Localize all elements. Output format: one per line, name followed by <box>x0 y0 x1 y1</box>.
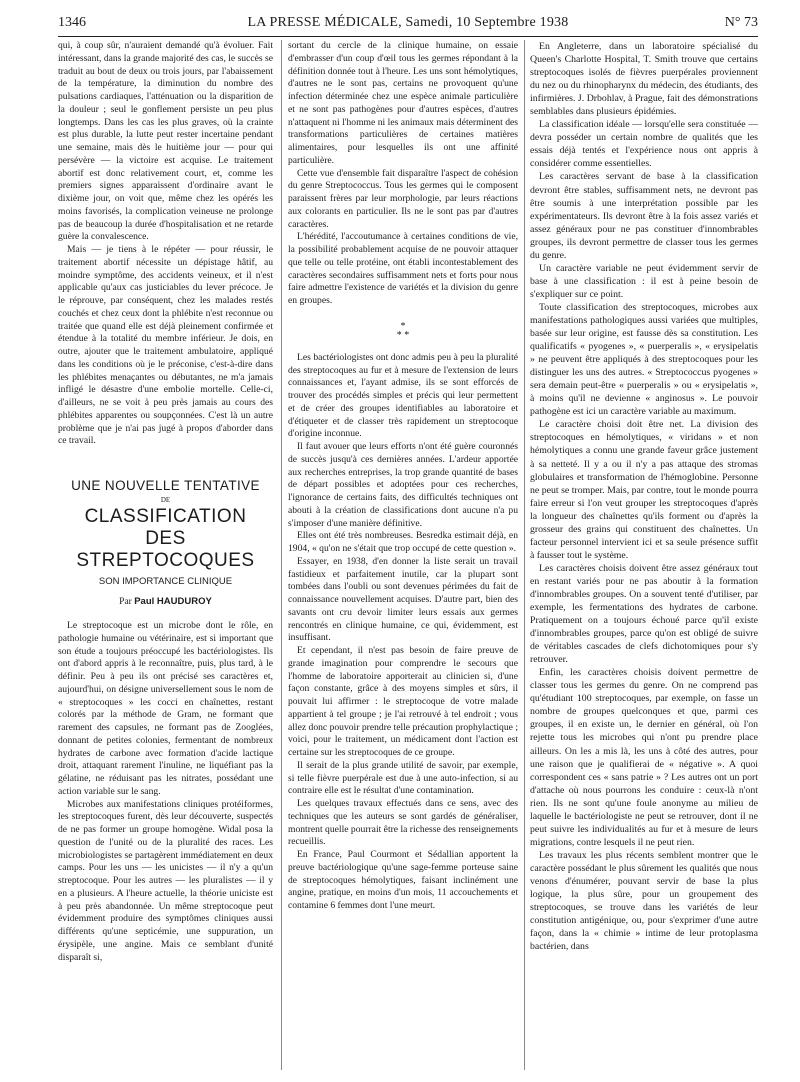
paragraph: Cette vue d'ensemble fait disparaître l'aspect de cohésion du genre Streptococcus. Tous les germes qui le composent paraissent frères par leur morphologie, par leurs réactions aux colorants en particulier. Ils ne le sont pas par d'autres caractères. <box>288 167 518 230</box>
article-title-line-1: CLASSIFICATION <box>84 506 247 527</box>
article-kicker: UNE NOUVELLE TENTATIVE <box>71 478 260 493</box>
paragraph: En Angleterre, dans un laboratoire spécialisé du Queen's Charlotte Hospital, T. Smith trouve que certains streptocoques isolés de fièvres puerpérales proviennent du nez ou du rhinopharynx du médecin, des étudiants, des infirmières. J. Drbohlav, à Prague, fait des démonstrations semblables dans plusieurs épidémies. <box>530 41 758 118</box>
paragraph: Les caractères choisis doivent être assez généraux tout en restant variés pour ne pas aboutir à la formation d'innombrables groupes. On a souvent tenté d'utiliser, par exemple, les fermentations des hydrates de carbone. Pratiquement on a toujours échoué parce qu'il existe d'innombrables groupes, parce qu'on est obligé de suivre de véritables cascades de clefs dichotomiques pour s'y retrouver. <box>530 562 758 666</box>
column-3 <box>530 40 758 953</box>
article-kicker-de: DE <box>160 496 171 504</box>
separator-stars-bottom: * * <box>396 329 410 341</box>
paragraph: qui, à coup sûr, n'auraient demandé qu'à évoluer. Fait intéressant, dans la grande majorité des cas, le succès se traduit au bout de deux ou trois jours, par l'abaissement de la température, la diminution du nombre des pulsations cardiaques, l'atténuation ou la disparition de la douleur ; seul le gonflement persiste un peu plus longtemps. Dans les cas les plus graves, où la crainte est plus durable, la lutte peut rester incertaine pendant une semaine, mais dès le huitième jour — pour qui persévère — la victoire est acquise. Le traitement abortif est donc relativement court, et, comme les premiers signes apparaissent d'ordinaire avant le dixième jour, on voit que, même chez les opérés les moins favorisés, la complication veineuse ne prolonge pas de beaucoup la durée d'hospitalisation et ne retarde guère la convalescence. <box>58 40 273 243</box>
paragraph: Enfin, les caractères choisis doivent permettre de classer tous les germes du genre. On ne comprend pas qu'étudiant 100 streptocoques, par exemple, on fasse un nombre de groupes quelconques et que, parmi ces groupes, il en existe un, le dernier en général, où l'on rejette tous les microbes qui n'ont pu prendre place ailleurs. On les a mis là, les uns à côté des autres, pour une raison que je qualifierai de « négative ». A quoi correspondent ces « sans patrie » ? Les autres ont un port d'attache où nous pourrons les conduire : ceux-là n'ont rien. Ils ne sont qu'une foule anonyme au milieu de laquelle le bactériologiste ne peut se retrouver, dont il ne peut suivre les individualités au fur et à mesure de leurs migrations, contre lesquels il ne peut rien. <box>530 667 758 848</box>
column-divider <box>281 40 282 1070</box>
article-subtitle: SON IMPORTANCE CLINIQUE <box>98 576 233 587</box>
paragraph: Il faut avouer que leurs efforts n'ont été guère couronnés de succès jusqu'à ces dernières années. L'ardeur apportée aux recherches entreprises, la trop grande quantité de bases de départ possibles et adoptées pour ces recherches, l'ignorance de certains faits, des difficultés techniques ont abouti à la création de classifications dont aucune n'a pu s'imposer d'une manière définitive. <box>288 441 518 529</box>
issue-number: N° 73 <box>724 15 758 30</box>
page-number: 1346 <box>58 15 86 30</box>
paragraph: Il serait de la plus grande utilité de savoir, par exemple, si telle fièvre puerpérale est due à une auto-infection, si au contraire elle est le résultat d'une contamination. <box>288 759 518 797</box>
paragraph: Microbes aux manifestations cliniques protéiformes, les streptocoques furent, dès leur découverte, suspectés de ne pas former un groupe homogène. Widal posa la question de l'unité ou de la pluralité des races. Les microbiologistes se partagèrent immédiatement en deux camps. Pour les uns — les unicistes — il n'y a qu'un streptocoque. Pour les autres — les pluralistes — il y en a plusieurs. A l'heure actuelle, la théorie uniciste est à peu près abandonnée. Un même streptocoque peut évidemment produire des symptômes cliniques aussi différents qu'une septicémie, une suppuration, un érysipèle, une angine. Mais ce semblant d'unité disparaît si, <box>58 798 273 963</box>
author-name: Paul HAUDUROY <box>134 596 212 607</box>
paragraph: Toute classification des streptocoques, microbes aux manifestations pathologiques aussi variées que multiples, basée sur leur origine, est fausse dès sa constitution. Les qualificatifs « pyogenes », « puerperalis », « erysipelatis » ne peuvent être appliqués à des streptocoques pour les distinguer les uns des autres. « Streptococcus pyogenes » sera demain peut-être « puerperalis » ou « erysipelatis », à moins qu'il ne devienne « anginosus ». Le pouvoir pathogène est ici un caractère variable au maximum. <box>530 301 758 418</box>
article-title-line-2: DES STREPTOCOQUES <box>76 528 255 571</box>
paragraph: Les travaux les plus récents semblent montrer que le caractère possédant le plus sûrement les qualités que nous venons d'énumérer, pouvant servir de base la plus logique, la plus sûre, pour un groupement des streptocoques, se trouve dans les variétés de leur constitution antigénique, ou, pour s'exprimer d'une autre façon, dans la « chimie » intime de leur protoplasma bactérien, dans <box>530 849 758 953</box>
paragraph: En France, Paul Courmont et Sédallian apportent la preuve bactériologique qu'une sage-femme porteuse saine de streptocoques hémolytiques, faisant inclinément une angine, pratique, en moins d'un mois, 11 accouchements et contamine 6 femmes dont l'une meurt. <box>288 849 518 911</box>
column-1 <box>58 40 273 964</box>
byline-prefix: Par <box>119 597 132 607</box>
paragraph: Les bactériologistes ont donc admis peu à peu la pluralité des streptocoques au fur et à mesure de l'extension de leurs connaissances et, l'ayant admise, ils se sont efforcés de trouver des procédés simples et précis qui leur permettent et de créer des groupes identifiables au laboratoire et d'étiqueter et de classer très rapidement un streptocoque d'origine inconnue. <box>288 351 518 440</box>
paragraph: Elles ont été très nombreuses. Besredka estimait déjà, en 1904, « qu'on ne s'était que trop occupé de cette question ». <box>288 530 518 554</box>
paragraph: Le streptocoque est un microbe dont le rôle, en pathologie humaine ou vétérinaire, est si important que son étude a toujours préoccupé les bactériologistes. Ils ont d'abord appris à le reconnaître, puis, plus tard, à le définir. Peu à peu ils ont précisé ses caractères et, aujourd'hui, on désigne universellement sous le nom de « streptocoques » les cocci en chaînettes, restant colorés par la méthode de Gram, ne formant que rarement des capsules, ne formant pas de Zooglées, donnant de petites colonies, fermentant de nombreux hydrates de carbone avec formation d'acide lactique droit, attaquant rarement l'inuline, ne liquéfiant pas la gélatine, ne réduisant pas les nitrates, possédant une action variable sur le sang. <box>58 620 273 797</box>
paragraph: Et cependant, il n'est pas besoin de faire preuve de grande imagination pour comprendre le secours que l'homme de laboratoire apporterait au clinicien si, d'une façon constante, grâce à des moyens simples et sûrs, il pouvait lui affirmer : le streptocoque de votre malade appartient à tel groupe ; je l'ai retrouvé à tel endroit ; vous allez donc pouvoir prendre telle précaution prophylactique ; voici, pour le traitement, un médicament dont l'action est certaine sur les streptocoques de ce groupe. <box>288 645 518 758</box>
section-separator <box>288 322 518 340</box>
paragraph: L'hérédité, l'accoutumance à certaines conditions de vie, la possibilité probablement acquise de ne pouvoir attaquer que telle ou telle protéine, ont établi incontestablement des caractères secondaires suffisamment nets et forts pour nous faire admettre l'existence de variétés et la division du genre en groupes. <box>288 231 518 306</box>
paragraph: sortant du cercle de la clinique humaine, on essaie d'embrasser d'un coup d'œil tous les germes répondant à la définition donnée tout à l'heure. Les uns sont hémolytiques, d'autres ne le sont pas, certains ne provoquent qu'une infection déterminée chez une espèce animale particulière et ne sont pas pathogènes pour d'autres espèces, d'autres n'attaquent ni l'homme ni les animaux mais déterminent des transformations particulières de certaines matières alimentaires, pour lesquelles ils ont une affinité particulière. <box>288 40 518 166</box>
paragraph: Le caractère choisi doit être net. La division des streptocoques en hémolytiques, « viridans » et non hémolytiques a connu une grande faveur grâce justement à sa netteté. Il y a ou il n'y a pas attaque des stromas globulaires et transformation de l'hémoglobine. Personne ne peut se tromper. Mais, par contre, tout le monde pourra faire erreur si l'on veut grouper les streptocoques d'après la longueur des chaînettes qu'ils forment ou d'après la grosseur des grains qui constituent des chaînettes. Un facteur personnel intervient ici et sa seule présence suffit à fausser tout le système. <box>530 419 758 561</box>
paragraph: Les quelques travaux effectués dans ce sens, avec des techniques que les auteurs se sont gardés de généraliser, montrent quelle pourrait être la richesse des renseignements recueillis. <box>288 798 518 848</box>
paragraph: Un caractère variable ne peut évidemment servir de base à une classification : il est à peine besoin de s'expliquer sur ce point. <box>530 262 758 300</box>
paragraph: Mais — je tiens à le répéter — pour réussir, le traitement abortif nécessite un dépistage hâtif, au moindre symptôme, des accidents veineux, et il n'est applicable qu'aux cas justiciables du lever précoce. Je le réprouve, par conséquent, chez les malades restés couchés et chez ceux dont la phlébite n'est reconnue ou traitée que quand elle est déjà pleinement confirmée et étendue à la totalité du membre inférieur. Je dois, en outre, ajouter que le traitement ambulatoire, appliqué dans les conditions où je le préconise, c'est-à-dire dans les phlébites menaçantes ou débutantes, ne m'a jamais infligé le désastre d'une embolie mortelle. Celle-ci, d'ailleurs, ne se voit à peu près jamais au cours des phlébites apparentes ou soupçonnées. C'est là un autre problème que je n'ai pas jugé à propos d'aborder dans ce travail. <box>58 244 273 447</box>
paragraph: La classification idéale — lorsqu'elle sera constituée — devra posséder un certain nombre de qualités que les essais déjà tentés et l'expérience nous ont appris à considérer comme essentielles. <box>530 119 758 170</box>
masthead: LA PRESSE MÉDICALE, Samedi, 10 Septembre 1938 <box>247 15 569 30</box>
page-header <box>58 10 758 36</box>
byline <box>58 594 273 610</box>
paragraph: Essayer, en 1938, d'en donner la liste serait un travail fastidieux et parfaitement inutile, car la plupart sont tombées dans l'oubli ou sont devenues périmées du fait de connaissance nouvellement acquises. D'autre part, bien des savants ont cru devoir limiter leurs essais aux germes rencontrés en clinique humaine, ce qui, évidemment, est insuffisant. <box>288 555 518 644</box>
header-rule <box>58 36 758 37</box>
column-2 <box>288 40 518 913</box>
separator-star-top: * <box>400 320 406 332</box>
article-heading <box>58 478 273 610</box>
column-divider <box>524 40 525 1070</box>
paragraph: Les caractères servant de base à la classification devront être stables, suffisamment nets, ne devront pas être soumis à une interprétation possible par les expérimentateurs. Ils devront être à la fois assez variés et assez généraux pour ne pas constituer d'innombrables groupes, ils devront permettre de classer tous les germes du genre. <box>530 171 758 261</box>
